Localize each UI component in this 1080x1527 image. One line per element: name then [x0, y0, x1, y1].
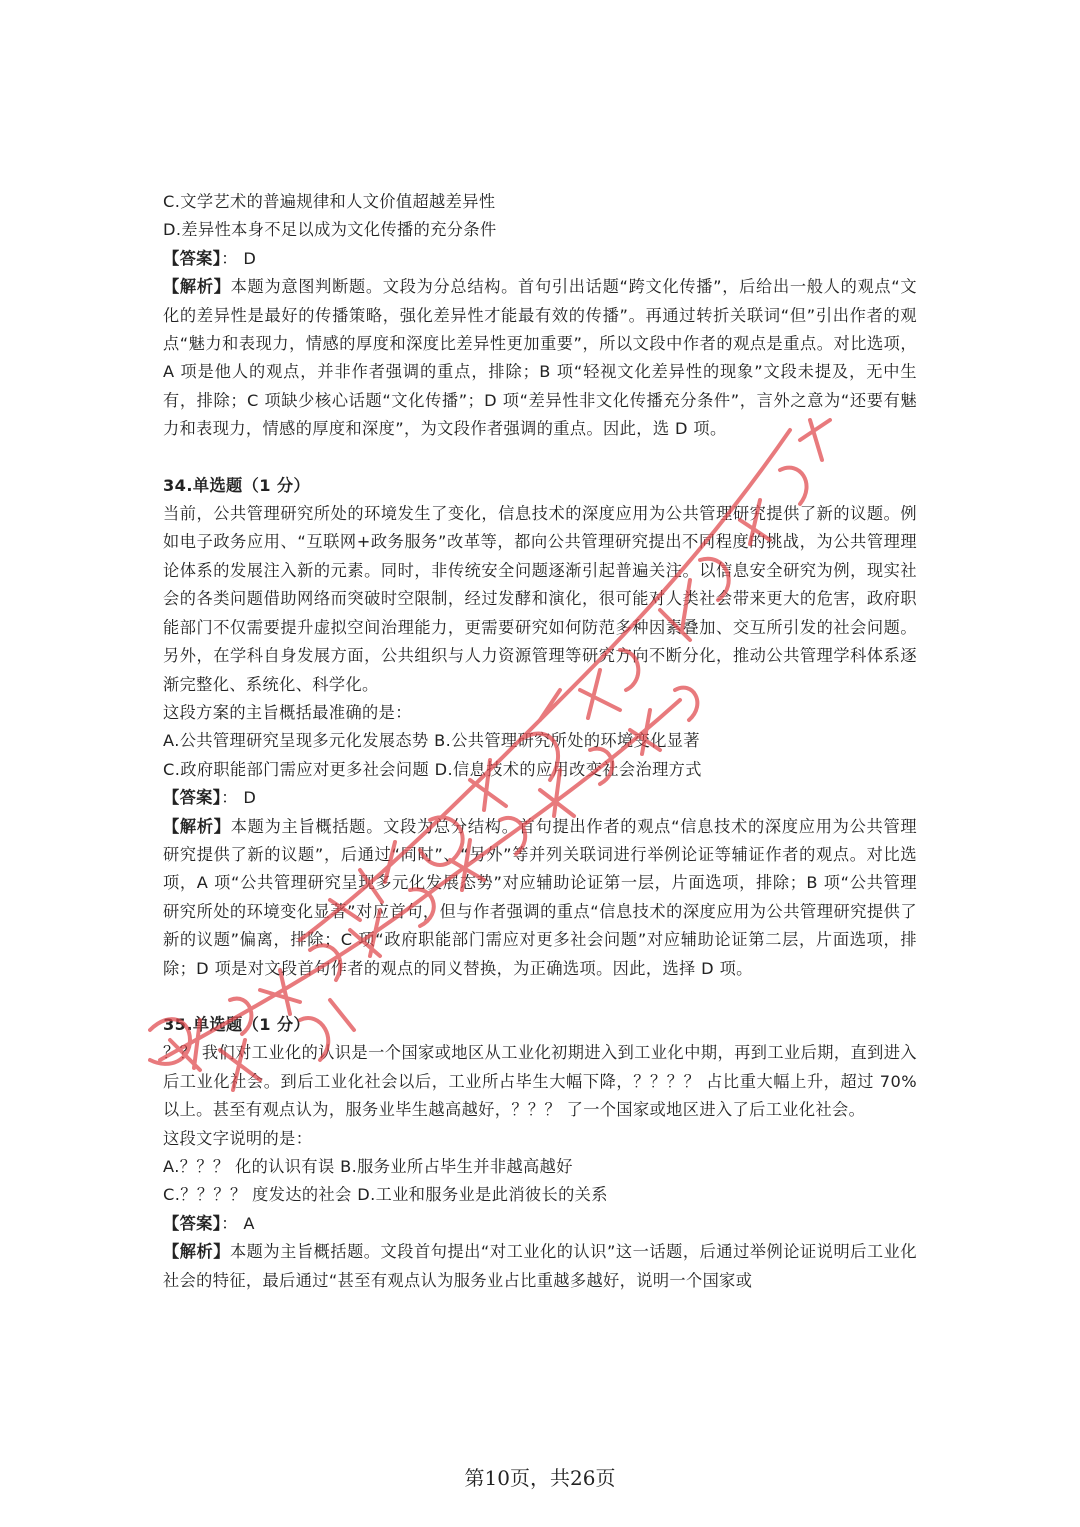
option-c: C.文学艺术的普遍规律和人文价值超越差异性	[163, 192, 496, 211]
analysis-paragraph	[163, 273, 917, 443]
analysis-text: 本题为主旨概括题。文段首句提出“对工业化的认识”这一话题，后通过举例论证说明后工业化社会的特征，最后通过“甚至有观点认为服务业占比重越多越好，说明一个国家或	[163, 1242, 917, 1290]
answer-line	[163, 1210, 917, 1238]
answer-line	[163, 784, 917, 812]
analysis-text: 本题为主旨概括题。文段为总分结构。首句提出作者的观点“信息技术的深度应用为公共管理研究提供了新的议题”，后通过“同时”、“另外”等并列关联词进行举例论证等辅证作者的观点。对比选项，A 项“公共管理研究呈现多元化发展态势”对应辅助论证第一层，片面选项，排除；B 项“公共管理研究所处的环境变化显著”对应首句，但与作者强调的重点“信息技术的深度应用为公共管理研究提供了新的议题”偏离，排除；C 项“政府职能部门需应对更多社会问题”对应辅助论证第二层，片面选项，排除；D 项是对文段首句作者的观点的同义替换，为正确选项。因此，选择 D 项。	[163, 816, 917, 978]
analysis-paragraph	[163, 1238, 917, 1295]
answer-value: ： A	[221, 1213, 255, 1233]
page-content	[163, 188, 917, 1295]
option-d: D.差异性本身不足以成为文化传播的充分条件	[163, 220, 497, 240]
answer-line	[163, 245, 917, 273]
options-cd: C.政府职能部门需应对更多社会问题 D.信息技术的应用改变社会治理方式	[163, 759, 702, 779]
answer-label: 【答案】	[163, 248, 222, 268]
options-cd: C.？？？？ 度发达的社会 D.工业和服务业是此消彼长的关系	[163, 1185, 608, 1205]
options-ab: A.？？？ 化的认识有误 B.服务业所占毕生并非越高越好	[163, 1157, 573, 1176]
page-number: 第10页，共26页	[464, 1466, 616, 1490]
answer-value: ： D	[221, 248, 257, 268]
analysis-text: 本题为意图判断题。文段为分总结构。首句引出话题“跨文化传播”，后给出一般人的观点“文化的差异性是最好的传播策略，强化差异性才能最有效的传播”。再通过转折关联词“但”引出作者的观点“魅力和表现力，情感的厚度和深度比差异性更加重要”，所以文段中作者的观点是重点。对比选项，A 项是他人的观点，并非作者强调的重点，排除；B 项“轻视文化差异性的现象”文段未提及，无中生有，排除；C 项缺少核心话题“文化传播”；D 项“差异性非文化传播充分条件”，言外之意为“还要有魅力和表现力，情感的厚度和深度”，为文段作者强调的重点。因此，选 D 项。	[163, 277, 917, 439]
options-ab: A.公共管理研究呈现多元化发展态势 B.公共管理研究所处的环境变化显著	[163, 731, 700, 751]
question-prompt: 这段文字说明的是：	[163, 1128, 313, 1148]
answer-value: ： D	[221, 788, 257, 808]
analysis-paragraph	[163, 813, 917, 983]
answer-label: 【答案】	[163, 788, 222, 808]
answer-label: 【答案】	[163, 1213, 222, 1233]
analysis-label: 【解析】	[163, 1242, 230, 1262]
question-heading: 35.单选题（1 分）	[163, 1014, 311, 1034]
analysis-label: 【解析】	[163, 816, 231, 836]
question-heading: 34.单选题（1 分）	[163, 475, 311, 495]
question-passage: 当前，公共管理研究所处的环境发生了变化，信息技术的深度应用为公共管理研究提供了新的议题。例如电子政务应用、“互联网+政务服务”改革等，都向公共管理研究提出不同程度的挑战，为公共管理理论体系的发展注入新的元素。同时，非传统安全问题逐渐引起普遍关注。以信息安全研究为例，现实社会的各类问题借助网络而突破时空限制，经过发酵和演化，很可能对人类社会带来更大的危害，政府职能部门不仅需要提升虚拟空间治理能力，更需要研究如何防范多种因素叠加、交互所引发的社会问题。另外，在学科自身发展方面，公共组织与人力资源管理等研究方向不断分化，推动公共管理学科体系逐渐完整化、系统化、科学化。	[163, 504, 917, 694]
question-prompt: 这段方案的主旨概括最准确的是：	[163, 702, 412, 722]
analysis-label: 【解析】	[163, 277, 231, 297]
question-passage: ？？ 我们对工业化的认识是一个国家或地区从工业化初期进入到工业化中期，再到工业后期，直到进入后工业化社会。到后工业化社会以后，工业所占毕生大幅下降，？？？？ 占比重大幅上升，超过 70%以上。甚至有观点认为，服务业毕生越高越好，？？？ 了一个国家或地区进入了后工业化社会。	[163, 1043, 917, 1120]
